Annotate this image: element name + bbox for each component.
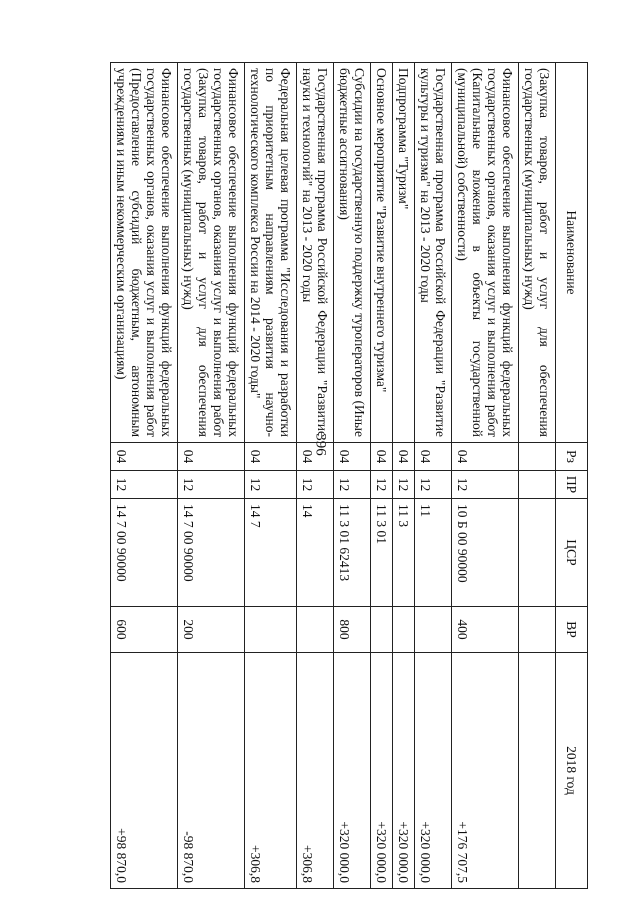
row-pr: 12 xyxy=(371,471,393,499)
row-csr: 14 7 00 90000 xyxy=(111,499,178,607)
row-name: Субсидии на государственную поддержку туроператоров (Иные бюджетные ассигнования) xyxy=(334,63,371,443)
budget-table xyxy=(110,62,588,889)
rotated-table-sheet xyxy=(66,62,588,888)
row-name: Основное мероприятие "Развитие внутреннего туризма" xyxy=(371,63,393,443)
row-rz: 04 xyxy=(393,443,415,471)
row-amount: +320 000,0 xyxy=(371,653,393,889)
row-rz: 04 xyxy=(334,443,371,471)
row-vr: 400 xyxy=(452,607,519,653)
table-header-row xyxy=(556,63,588,889)
row-name: Государственная программа Российской Федерации "Развитие науки и технологий" на 2013 - 2020 годы xyxy=(297,63,334,443)
row-name: Федеральная целевая программа "Исследования и разработки по приоритетным направлениям развития научно-технологического комплекса России на 2014 - 2020 годы" xyxy=(245,63,297,443)
row-name: Государственная программа Российской Федерации "Развитие культуры и туризма" на 2013 - 2020 годы xyxy=(415,63,452,443)
row-pr xyxy=(519,471,556,499)
row-csr xyxy=(519,499,556,607)
row-rz: 04 xyxy=(415,443,452,471)
row-name: Финансовое обеспечение выполнения функций федеральных государственных органов, оказания услуг и выполнения работ (Капитальные вложения в объекты государственной (муниципальной) собственности) xyxy=(452,63,519,443)
row-rz: 04 xyxy=(297,443,334,471)
table-row xyxy=(178,63,245,889)
row-rz: 04 xyxy=(452,443,519,471)
row-amount: -98 870,0 xyxy=(178,653,245,889)
row-amount: +98 870,0 xyxy=(111,653,178,889)
table-row xyxy=(297,63,334,889)
row-csr: 11 3 xyxy=(393,499,415,607)
row-pr: 12 xyxy=(334,471,371,499)
header-year: 2018 год xyxy=(556,653,588,889)
row-rz: 04 xyxy=(371,443,393,471)
row-pr: 12 xyxy=(393,471,415,499)
row-pr: 12 xyxy=(415,471,452,499)
row-csr: 11 3 01 xyxy=(371,499,393,607)
row-name: Финансовое обеспечение выполнения функций федеральных государственных органов, оказания услуг и выполнения работ (Предоставление субсидий бюджетным, автономным учреждениям и иным некоммерческим организациям) xyxy=(111,63,178,443)
row-csr: 14 xyxy=(297,499,334,607)
header-vr: ВР xyxy=(556,607,588,653)
row-rz: 04 xyxy=(245,443,297,471)
row-name: Финансовое обеспечение выполнения функций федеральных государственных органов, оказания услуг и выполнения работ (Закупка товаров, работ и услуг для обеспечения государственных (муниципальных) нужд) xyxy=(178,63,245,443)
row-pr: 12 xyxy=(245,471,297,499)
table-row xyxy=(452,63,519,889)
row-name: (Закупка товаров, работ и услуг для обеспечения государственных (муниципальных) нужд) xyxy=(519,63,556,443)
header-name: Наименование xyxy=(556,63,588,443)
row-vr xyxy=(519,607,556,653)
row-rz xyxy=(519,443,556,471)
page-number: 396 xyxy=(312,433,329,456)
header-pr: ПР xyxy=(556,471,588,499)
row-amount: +306,8 xyxy=(245,653,297,889)
row-csr: 11 xyxy=(415,499,452,607)
row-amount: +320 000,0 xyxy=(415,653,452,889)
row-csr: 14 7 xyxy=(245,499,297,607)
row-pr: 12 xyxy=(178,471,245,499)
row-csr: 11 3 01 62413 xyxy=(334,499,371,607)
row-amount: +306,8 xyxy=(297,653,334,889)
table-row xyxy=(393,63,415,889)
row-vr: 800 xyxy=(334,607,371,653)
table-row xyxy=(245,63,297,889)
header-csr: ЦСР xyxy=(556,499,588,607)
table-row xyxy=(334,63,371,889)
table-row xyxy=(371,63,393,889)
row-pr: 12 xyxy=(297,471,334,499)
table-row xyxy=(111,63,178,889)
row-csr: 14 7 00 90000 xyxy=(178,499,245,607)
table-row xyxy=(519,63,556,889)
header-rz: Рз xyxy=(556,443,588,471)
row-amount xyxy=(519,653,556,889)
row-vr xyxy=(393,607,415,653)
row-amount: +176 707,5 xyxy=(452,653,519,889)
row-pr: 12 xyxy=(452,471,519,499)
row-vr: 200 xyxy=(178,607,245,653)
row-rz: 04 xyxy=(111,443,178,471)
row-name: Подпрограмма "Туризм" xyxy=(393,63,415,443)
table-row xyxy=(415,63,452,889)
row-vr xyxy=(415,607,452,653)
row-csr: 10 Б 00 90000 xyxy=(452,499,519,607)
row-amount: +320 000,0 xyxy=(334,653,371,889)
row-vr: 600 xyxy=(111,607,178,653)
row-amount: +320 000,0 xyxy=(393,653,415,889)
row-vr xyxy=(245,607,297,653)
row-pr: 12 xyxy=(111,471,178,499)
row-vr xyxy=(371,607,393,653)
row-vr xyxy=(297,607,334,653)
row-rz: 04 xyxy=(178,443,245,471)
